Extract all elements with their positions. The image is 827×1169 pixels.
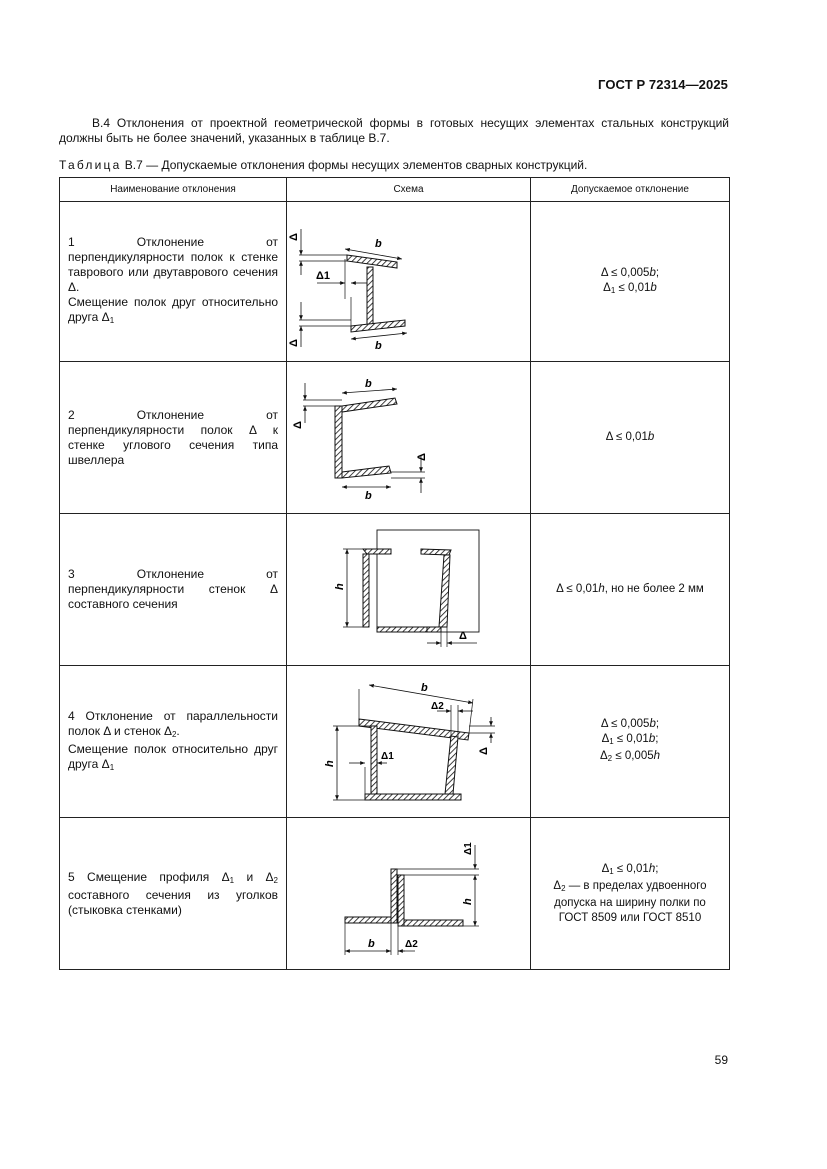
table-header-row xyxy=(60,178,730,202)
table-caption-text: В.7 — Допускаемые отклонения формы несущих элементов сварных конструкций. xyxy=(121,158,588,172)
row1-bottom-flange xyxy=(351,320,405,332)
row1-name-line2: Смещение полок друг относительно друга $\Delta_1$ xyxy=(68,295,278,325)
row2-tolerance xyxy=(531,362,730,514)
page-number: 59 xyxy=(714,1053,728,1067)
table-row xyxy=(60,666,730,818)
row4-scheme xyxy=(287,666,531,818)
row1-label-delta-top: Δ xyxy=(288,232,300,241)
row4-name xyxy=(60,666,287,818)
row4-tol-line2: $\Delta_1 \le 0,01b$; xyxy=(601,733,659,746)
row1-label-delta1: Δ1 xyxy=(316,269,331,282)
row3-top-plate-left xyxy=(363,549,391,554)
row4-parallel-diagram xyxy=(287,667,531,817)
row1-scheme xyxy=(287,202,531,362)
row3-name xyxy=(60,514,287,666)
row2-label-b-bottom: b xyxy=(365,489,372,502)
row4-tol-line3: $\Delta_2 \le 0,005h$ xyxy=(599,750,661,763)
row5-scheme xyxy=(287,818,531,970)
row2-name xyxy=(60,362,287,514)
row4-name-line1: 4 Отклонение от параллельности полок Δ и стенок $\Delta_2$. xyxy=(68,708,278,739)
row5-label-h: h xyxy=(462,897,474,905)
row3-right-web xyxy=(439,555,450,627)
row2-name-line1: 2 Отклонение от перпендикулярности полок Δ к стенке углового сечения типа швеллера xyxy=(68,407,278,467)
row5-tol-line2: $\Delta_2$ — в пределах удвоенного допуска на ширину полки по ГОСТ 8509 или ГОСТ 8510 xyxy=(553,879,707,924)
row3-left-web xyxy=(363,554,369,627)
row4-ext-line xyxy=(469,699,473,733)
row3-label-h: h xyxy=(334,582,346,590)
row4-name-line2: Смещение полок относительно друг друга $\Delta_1$ xyxy=(68,741,278,772)
row5-label-b: b xyxy=(368,937,375,950)
row1-web xyxy=(367,267,373,325)
header-name: Наименование отклонения xyxy=(60,178,287,202)
row4-bottom-flange xyxy=(365,794,461,800)
row1-tol-line1: Δ ≤ 0,005b; xyxy=(600,266,660,279)
row3-name-line1: 3 Отклонение от перпендикулярности стенок Δ составного сечения xyxy=(68,567,278,611)
table-row xyxy=(60,514,730,666)
row4-tol-line1: Δ ≤ 0,005b; xyxy=(600,718,660,730)
row5-tolerance xyxy=(531,818,730,970)
row2-channel-diagram xyxy=(287,363,531,513)
table-caption xyxy=(59,158,587,172)
row4-label-delta1: Δ1 xyxy=(381,750,394,762)
row4-label-delta: Δ xyxy=(478,746,490,755)
row3-scheme xyxy=(287,514,531,666)
table-row xyxy=(60,818,730,970)
row3-bottom-plate-left xyxy=(377,627,427,632)
row3-top-plate-right xyxy=(421,549,451,555)
row1-name xyxy=(60,202,287,362)
row3-tolerance xyxy=(531,514,730,666)
table-caption-prefix: Таблица xyxy=(59,158,122,172)
row2-label-delta-top: Δ xyxy=(292,420,304,429)
row5-label-delta1: Δ1 xyxy=(463,841,474,855)
row2-scheme xyxy=(287,362,531,514)
header-scheme: Схема xyxy=(287,178,531,202)
row5-tol-line1: $\Delta_1 \le 0,01h$; xyxy=(601,862,659,876)
row2-label-delta-bottom: Δ xyxy=(416,452,428,461)
tolerance-table xyxy=(59,177,730,970)
table-row xyxy=(60,202,730,362)
intro-paragraph xyxy=(59,116,729,146)
row3-label-delta: Δ xyxy=(459,629,467,642)
table-row xyxy=(60,362,730,514)
row1-dim-b-bottom xyxy=(351,333,407,339)
row5-left-angle-flange xyxy=(345,917,391,923)
row5-angles-diagram xyxy=(287,819,531,969)
intro-text: В.4 Отклонения от проектной геометрической формы в готовых несущих элементах стальных конструкций должны быть не более значений, указанных в таблице В.7. xyxy=(59,116,729,145)
row4-label-b: b xyxy=(421,681,428,694)
row5-left-angle-web xyxy=(391,869,397,923)
row1-label-b-top: b xyxy=(375,237,382,250)
row5-right-angle-flange xyxy=(404,920,463,926)
row2-top-flange xyxy=(342,398,397,412)
row2-web xyxy=(335,406,342,478)
row4-left-web xyxy=(371,726,377,794)
row3-reference-frame xyxy=(377,530,479,632)
row1-tolerance xyxy=(531,202,730,362)
row4-right-web xyxy=(445,736,458,794)
row3-tol-line1: Δ ≤ 0,01h, но не более 2 мм xyxy=(556,583,704,595)
row4-label-delta2: Δ2 xyxy=(431,700,444,712)
row1-label-delta-bottom: Δ xyxy=(288,338,300,347)
row5-name xyxy=(60,818,287,970)
row5-right-angle-web xyxy=(398,875,404,926)
row1-tol-line2: $\Delta_1 \le 0,01b$ xyxy=(603,281,657,295)
row1-ibeam-diagram xyxy=(287,207,531,357)
header-tolerance: Допускаемое отклонение xyxy=(531,178,730,202)
row2-bottom-flange xyxy=(342,466,391,478)
row2-tol-line1: Δ ≤ 0,01b xyxy=(605,431,655,443)
row5-name-line1: 5 Смещение профиля $\Delta_1$ и $\Delta_2$ составного сечения из уголков (стыковка стенками) xyxy=(68,869,278,917)
document-standard-header: ГОСТ Р 72314—2025 xyxy=(598,77,728,92)
row3-bottom-plate-right xyxy=(427,627,441,632)
row4-tolerance xyxy=(531,666,730,818)
row1-label-b-bottom: b xyxy=(375,339,382,352)
row1-name-line1: 1 Отклонение от перпендикулярности полок к стенке таврового или двутаврового сечения Δ. xyxy=(68,235,278,294)
row3-box-section-diagram xyxy=(287,515,531,665)
row2-label-b-top: b xyxy=(365,377,372,390)
row4-label-h: h xyxy=(324,759,336,767)
row5-label-delta2: Δ2 xyxy=(405,938,418,950)
